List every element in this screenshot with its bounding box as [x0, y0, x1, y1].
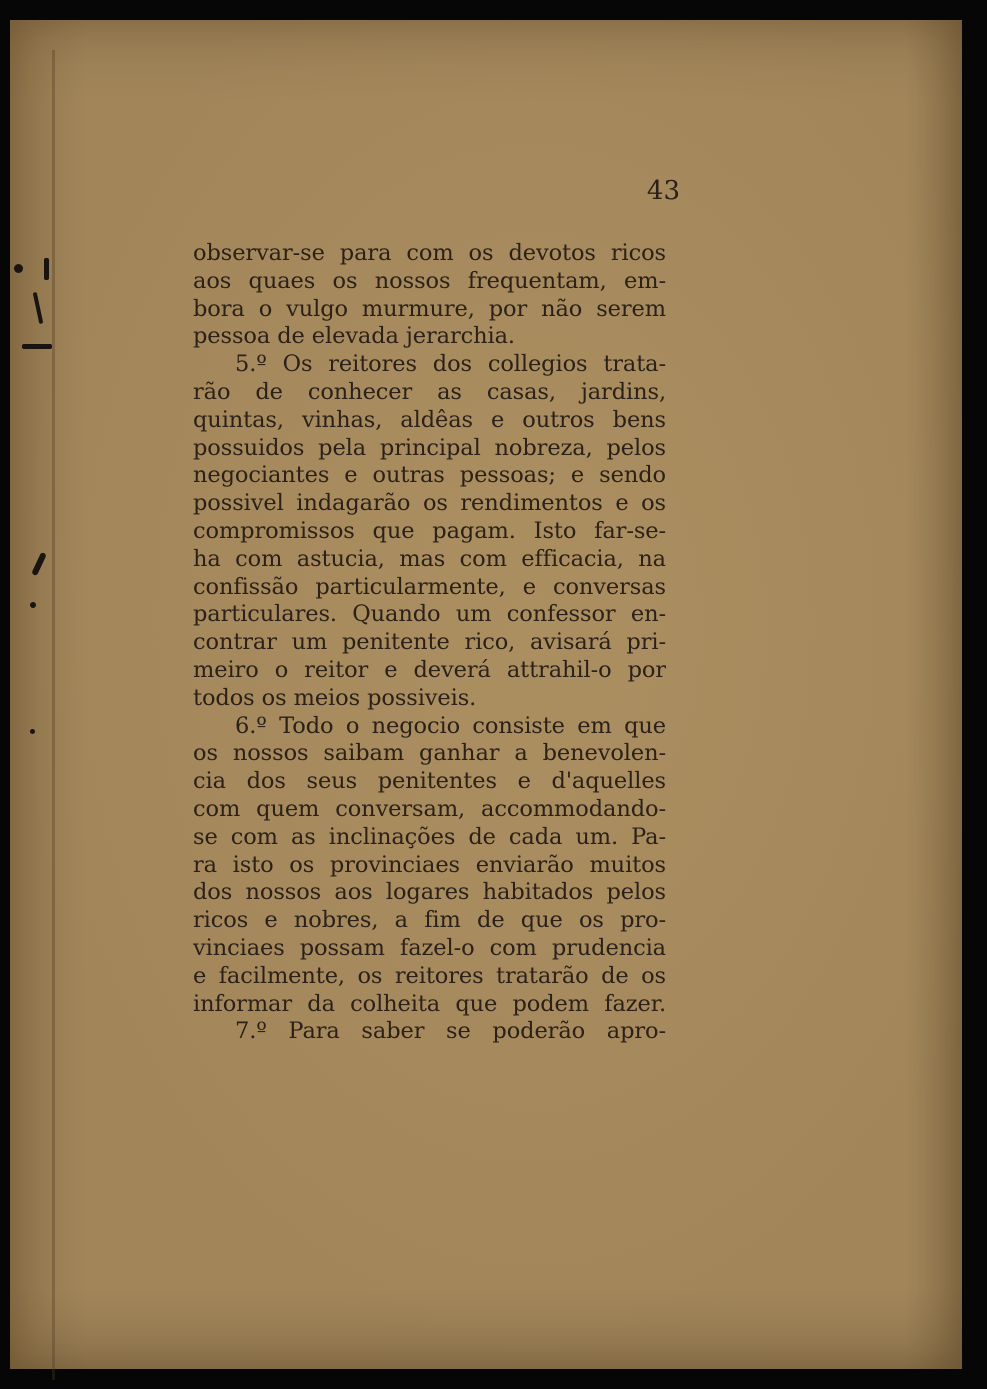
text-line: possuidos pela principal nobreza, pelos: [193, 434, 666, 461]
text-line: ha com astucia, mas com efficacia, na: [193, 545, 666, 572]
text-line: ricos e nobres, a fim de que os pro-: [193, 907, 666, 934]
margin-mark: [22, 344, 52, 349]
text-line: meiro o reitor e deverá attrahil-o por: [193, 656, 666, 683]
text-line: contrar um penitente rico, avisará pri-: [193, 629, 666, 656]
text-line: bora o vulgo murmure, por não serem: [193, 295, 666, 322]
text-line: possivel indagarão os rendimentos e os: [193, 490, 666, 517]
margin-mark: [14, 264, 23, 273]
margin-mark: [30, 729, 35, 734]
text-line: confissão particularmente, e conversas: [193, 573, 666, 600]
text-line: 5.º Os reitores dos collegios trata-: [235, 351, 666, 378]
margin-mark: [44, 258, 49, 280]
text-line: dos nossos aos logares habitados pelos: [193, 879, 666, 906]
text-line: os nossos saibam ganhar a benevolen-: [193, 740, 666, 767]
text-line: aos quaes os nossos frequentam, em-: [193, 267, 666, 294]
text-line: rão de conhecer as casas, jardins,: [193, 378, 666, 405]
page-number: 43: [646, 176, 680, 206]
text-line: todos os meios possiveis.: [193, 684, 477, 711]
text-line: particulares. Quando um confessor en-: [193, 601, 666, 628]
text-line: observar-se para com os devotos ricos: [193, 240, 666, 266]
body-text: [193, 240, 666, 1046]
text-line: ra isto os provinciaes enviarão muitos: [193, 851, 666, 878]
text-line: e facilmente, os reitores tratarão de os: [193, 962, 666, 989]
text-line: compromissos que pagam. Isto far-se-: [193, 517, 666, 544]
binding-edge: [52, 50, 55, 1380]
margin-mark: [30, 602, 36, 608]
text-line: 7.º Para saber se poderão apro-: [235, 1018, 666, 1045]
text-line: vinciaes possam fazel-o com prudencia: [193, 934, 666, 961]
text-line: negociantes e outras pessoas; e sendo: [193, 462, 666, 489]
text-line: informar da colheita que podem fazer.: [193, 990, 666, 1017]
text-line: se com as inclinações de cada um. Pa-: [193, 823, 666, 850]
text-line: com quem conversam, accommodando-: [193, 795, 666, 822]
text-line: cia dos seus penitentes e d'aquelles: [193, 768, 666, 795]
text-line: pessoa de elevada jerarchia.: [193, 323, 515, 350]
text-line: 6.º Todo o negocio consiste em que: [235, 712, 666, 739]
text-line: quintas, vinhas, aldêas e outros bens: [193, 406, 666, 433]
